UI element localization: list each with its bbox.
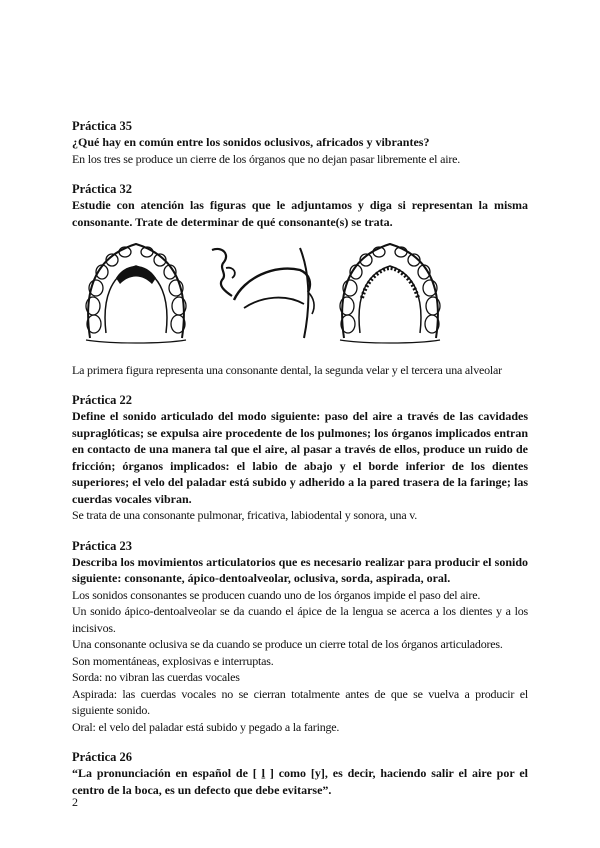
- practice-32-question: Estudie con atención las figuras que le adjuntamos y diga si representan la misma consonante. Trate de determinar de qué consonante(s) se trata.: [72, 198, 528, 229]
- practice-23-answer-5: Sorda: no vibran las cuerdas vocales: [72, 670, 240, 684]
- practice-35-title: Práctica 35: [72, 119, 133, 133]
- practice-22-title: Práctica 22: [72, 393, 133, 407]
- palate-figure-2: [334, 238, 446, 346]
- practice-23-answer-4: Son momentáneas, explosivas e interruptas.: [72, 653, 274, 668]
- practice-23-answer-2: Un sonido ápico-dentoalveolar se da cuando el ápice de la lengua se acerca a los dientes y a los incisivos.: [72, 604, 528, 635]
- practice-26-question: “La pronunciación en español de [ ḻ ] como [y], es decir, haciendo salir el aire por el centro de la boca, es un defecto que debe evitarse”.: [72, 766, 528, 797]
- document-page: [72, 118, 528, 812]
- figures-row: [72, 238, 528, 348]
- practice-32-title: Práctica 32: [72, 182, 133, 196]
- sagittal-figure: [204, 238, 324, 346]
- practice-23-answer-3: Una consonante oclusiva se da cuando se produce un cierre total de los órganos articuladores.: [72, 637, 503, 651]
- practice-22-answer: Se trata de una consonante pulmonar, fricativa, labiodental y sonora, una v.: [72, 508, 418, 522]
- practice-23: [72, 538, 528, 736]
- practice-23-answer-7: Oral: el velo del paladar está subido y pegado a la faringe.: [72, 719, 340, 734]
- practice-22-question: Define el sonido articulado del modo siguiente: paso del aire a través de las cavidades supraglóticas; se expulsa aire procedente de los pulmones; los órganos implicados entran en contacto de una manera tal que el aire, al pasar a través de ellos, produce un ruido de fricción; órganos implicados: el labio de abajo y el borde inferior de los dientes superiores; el velo del paladar está subido y adherido a la pared trasera de la faringe; las cuerdas vocales vibran.: [72, 409, 528, 506]
- practice-32: [72, 181, 528, 378]
- practice-22: [72, 392, 528, 524]
- palate-figure-1: [80, 238, 192, 346]
- practice-35-question: ¿Qué hay en común entre los sonidos oclusivos, africados y vibrantes?: [72, 135, 430, 149]
- practice-23-answer-6: Aspirada: las cuerdas vocales no se cierran totalmente antes de que se vuelva a producir el siguiente sonido.: [72, 686, 528, 717]
- practice-26-title: Práctica 26: [72, 750, 133, 764]
- practice-32-caption: La primera figura representa una consonante dental, la segunda velar y el tercera una alveolar: [72, 363, 502, 377]
- practice-23-question: Describa los movimientos articulatorios que es necesario realizar para producir el sonido siguiente: consonante, ápico-dentoalveolar, oclusiva, sorda, aspirada, oral.: [72, 554, 528, 585]
- practice-35-answer: En los tres se produce un cierre de los órganos que no dejan pasar libremente el aire.: [72, 151, 461, 166]
- page-number: 2: [72, 795, 78, 809]
- practice-23-answer-1: Los sonidos consonantes se producen cuando uno de los órganos impide el paso del aire.: [72, 587, 481, 602]
- practice-26: [72, 749, 528, 798]
- practice-35: [72, 118, 528, 167]
- practice-23-title: Práctica 23: [72, 538, 133, 553]
